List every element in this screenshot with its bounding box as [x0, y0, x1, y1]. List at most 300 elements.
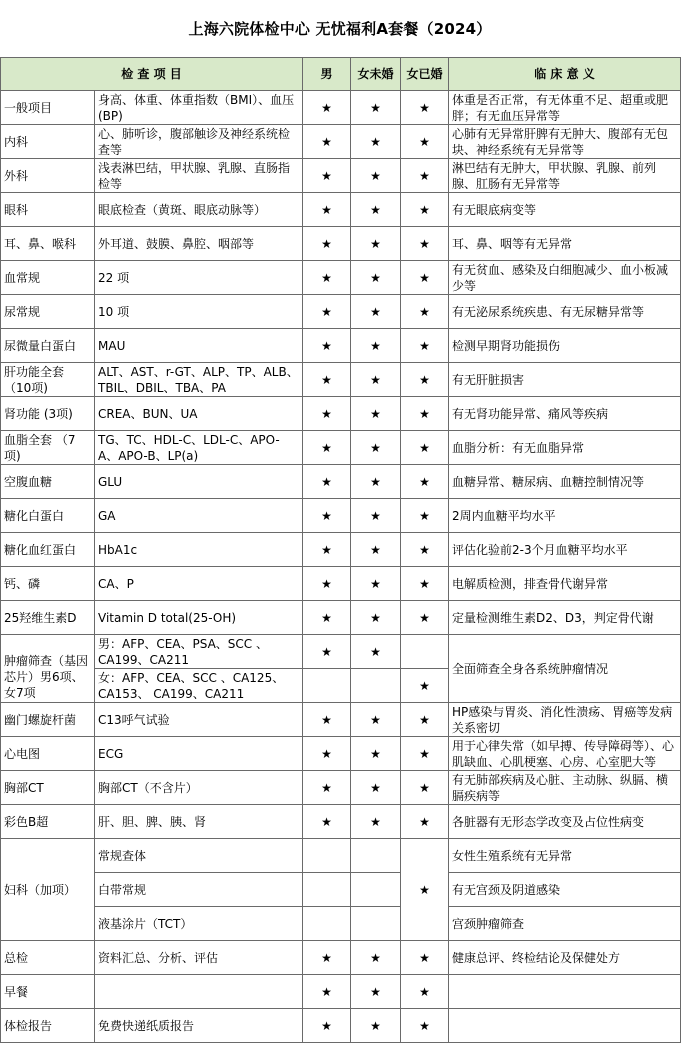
female-unmarried-star-cell: [351, 533, 401, 567]
male-star-cell: [303, 941, 351, 975]
female-married-star-cell: [401, 499, 449, 533]
female-unmarried-star-cell: [351, 873, 401, 907]
page-title: 上海六院体检中心 无忧福利A套餐（2024）: [188, 20, 492, 38]
star-icon: ★: [419, 950, 430, 965]
female-unmarried-star-cell: [351, 227, 401, 261]
item-detail: 白带常规: [98, 882, 147, 897]
item-name-cell: [1, 397, 95, 431]
item-meaning: 电解质检测，排查骨代谢异常: [452, 576, 609, 591]
female-married-star-cell: [401, 533, 449, 567]
table-row: [1, 975, 681, 1009]
star-icon: ★: [419, 134, 430, 149]
item-detail: 外耳道、鼓膜、鼻腔、咽部等: [98, 236, 255, 251]
star-icon: ★: [321, 202, 332, 217]
male-star-cell: [303, 431, 351, 465]
star-icon: ★: [321, 576, 332, 591]
star-icon: ★: [419, 542, 430, 557]
item-meaning-cell: [449, 601, 681, 635]
item-name-cell: [1, 839, 95, 941]
item-detail: 心、肺听诊，腹部触诊及神经系统检查等: [98, 126, 291, 157]
item-detail-cell: [95, 329, 303, 363]
male-star-cell: [303, 295, 351, 329]
female-married-star-cell: [401, 601, 449, 635]
item-name: 幽门螺旋杆菌: [4, 712, 77, 727]
female-unmarried-star-cell: [351, 737, 401, 771]
star-icon: ★: [321, 134, 332, 149]
header-meaning: 临 床 意 义: [449, 58, 681, 91]
item-meaning: 2周内血糖平均水平: [452, 508, 556, 523]
male-star-cell: [303, 397, 351, 431]
item-meaning-cell: [449, 873, 681, 907]
star-icon: ★: [321, 780, 332, 795]
star-icon: ★: [370, 746, 381, 761]
item-meaning: 血脂分析：有无血脂异常: [452, 440, 585, 455]
item-detail: 眼底检查（黄斑、眼底动脉等）: [98, 202, 267, 217]
star-icon: ★: [419, 882, 430, 897]
male-star-cell: [303, 329, 351, 363]
star-icon: ★: [321, 168, 332, 183]
female-married-star-cell: [401, 1009, 449, 1043]
female-married-star-cell: [401, 635, 449, 669]
female-married-star-cell: [401, 941, 449, 975]
table-row-tumor-male: [1, 635, 681, 669]
table-row: [1, 737, 681, 771]
header-item: 检 查 项 目: [1, 58, 303, 91]
table-row-gyn: [1, 907, 681, 941]
item-name: 早餐: [4, 984, 29, 999]
star-icon: ★: [419, 100, 430, 115]
star-icon: ★: [321, 406, 332, 421]
table-row: [1, 329, 681, 363]
item-detail: 10 项: [98, 304, 130, 319]
item-detail: Vitamin D total(25-OH): [98, 610, 237, 625]
item-detail-cell: [95, 363, 303, 397]
item-detail-cell: [95, 907, 303, 941]
item-meaning-cell: [449, 91, 681, 125]
item-meaning: 有无肺部疾病及心脏、主动脉、纵膈、横膈疾病等: [452, 772, 669, 803]
star-icon: ★: [370, 236, 381, 251]
star-icon: ★: [321, 508, 332, 523]
table-row: [1, 363, 681, 397]
item-meaning: 有无肾功能异常、痛风等疾病: [452, 406, 609, 421]
star-icon: ★: [419, 202, 430, 217]
female-married-star-cell: [401, 465, 449, 499]
star-icon: ★: [370, 134, 381, 149]
female-married-star-cell: [401, 363, 449, 397]
item-meaning-cell: [449, 227, 681, 261]
star-icon: ★: [419, 678, 430, 693]
star-icon: ★: [419, 304, 430, 319]
male-star-cell: [303, 975, 351, 1009]
item-meaning-cell: [449, 975, 681, 1009]
female-unmarried-star-cell: [351, 431, 401, 465]
item-detail-cell: [95, 499, 303, 533]
item-detail-cell: [95, 533, 303, 567]
female-unmarried-star-cell: [351, 261, 401, 295]
item-detail: 浅表淋巴结，甲状腺、乳腺、直肠指检等: [98, 160, 291, 191]
female-unmarried-star-cell: [351, 363, 401, 397]
item-meaning-cell: [449, 159, 681, 193]
item-meaning: 血糖异常、糖尿病、血糖控制情况等: [452, 474, 645, 489]
star-icon: ★: [321, 814, 332, 829]
item-meaning-cell: [449, 397, 681, 431]
item-detail: GA: [98, 508, 116, 523]
male-star-cell: [303, 703, 351, 737]
item-meaning: 全面筛查全身各系统肿瘤情况: [452, 661, 609, 676]
item-detail: 22 项: [98, 270, 130, 285]
item-detail: 液基涂片（TCT）: [98, 916, 193, 931]
table-row-gyn: [1, 839, 681, 873]
item-meaning-cell: [449, 567, 681, 601]
female-married-star-cell: [401, 329, 449, 363]
male-star-cell: [303, 805, 351, 839]
star-icon: ★: [419, 780, 430, 795]
item-detail-cell: [95, 703, 303, 737]
item-meaning: 各脏器有无形态学改变及占位性病变: [452, 814, 645, 829]
male-star-cell: [303, 601, 351, 635]
star-icon: ★: [419, 508, 430, 523]
item-name: 心电图: [4, 746, 41, 761]
star-icon: ★: [370, 542, 381, 557]
table-row: [1, 1009, 681, 1043]
male-star-cell: [303, 737, 351, 771]
item-name: 肾功能 (3项): [4, 406, 73, 421]
item-meaning-cell: [449, 193, 681, 227]
item-meaning: 用于心律失常（如早搏、传导障碍等）、心肌缺血、心肌梗塞、心房、心室肥大等: [452, 738, 675, 769]
item-meaning: 检测早期肾功能损伤: [452, 338, 561, 353]
item-meaning-cell: [449, 907, 681, 941]
star-icon: ★: [370, 644, 381, 659]
item-name: 血常规: [4, 270, 41, 285]
item-detail-cell: [95, 397, 303, 431]
female-unmarried-star-cell: [351, 703, 401, 737]
female-married-star-cell: [401, 193, 449, 227]
female-unmarried-star-cell: [351, 295, 401, 329]
table-body: [1, 91, 681, 1043]
item-detail-cell: [95, 91, 303, 125]
star-icon: ★: [419, 270, 430, 285]
header-male: 男: [303, 58, 351, 91]
star-icon: ★: [321, 372, 332, 387]
header-female-married: 女已婚: [401, 58, 449, 91]
item-detail: 身高、体重、体重指数（BMI）、血压(BP): [98, 92, 295, 123]
star-icon: ★: [370, 168, 381, 183]
table-row: [1, 91, 681, 125]
female-unmarried-star-cell: [351, 601, 401, 635]
item-name: 胸部CT: [4, 780, 44, 795]
table-row: [1, 397, 681, 431]
female-married-star-cell: [401, 159, 449, 193]
item-detail: 胸部CT（不含片）: [98, 780, 198, 795]
item-name: 体检报告: [4, 1018, 53, 1033]
item-meaning-cell: [449, 499, 681, 533]
star-icon: ★: [321, 950, 332, 965]
item-meaning-cell: [449, 737, 681, 771]
table-row: [1, 499, 681, 533]
star-icon: ★: [419, 576, 430, 591]
item-name-cell: [1, 1009, 95, 1043]
item-meaning-cell: [449, 805, 681, 839]
star-icon: ★: [321, 610, 332, 625]
star-icon: ★: [370, 474, 381, 489]
female-unmarried-star-cell: [351, 669, 401, 703]
item-detail-cell: [95, 159, 303, 193]
item-name: 尿微量白蛋白: [4, 338, 77, 353]
female-unmarried-star-cell: [351, 91, 401, 125]
male-star-cell: [303, 91, 351, 125]
item-meaning-cell: [449, 295, 681, 329]
item-detail: 肝、胆、脾、胰、肾: [98, 814, 207, 829]
male-star-cell: [303, 533, 351, 567]
star-icon: ★: [370, 338, 381, 353]
item-name: 妇科（加项）: [4, 882, 77, 897]
item-name: 外科: [4, 168, 29, 183]
male-star-cell: [303, 227, 351, 261]
female-unmarried-star-cell: [351, 397, 401, 431]
item-meaning: 定量检测维生素D2、D3，判定骨代谢: [452, 610, 654, 625]
star-icon: ★: [370, 610, 381, 625]
star-icon: ★: [370, 984, 381, 999]
star-icon: ★: [370, 440, 381, 455]
item-name: 肿瘤筛查（基因芯片）男6项、女7项: [4, 653, 89, 700]
item-detail-cell: [95, 193, 303, 227]
star-icon: ★: [370, 950, 381, 965]
item-name-cell: [1, 567, 95, 601]
item-meaning: 有无眼底病变等: [452, 202, 537, 217]
item-detail: HbA1c: [98, 542, 138, 557]
star-icon: ★: [321, 1018, 332, 1033]
star-icon: ★: [419, 440, 430, 455]
female-married-star-cell: [401, 669, 449, 703]
item-name-cell: [1, 431, 95, 465]
female-married-star-cell: [401, 703, 449, 737]
item-name: 25羟维生素D: [4, 610, 77, 625]
star-icon: ★: [370, 814, 381, 829]
item-meaning: 有无肝脏损害: [452, 372, 525, 387]
female-married-star-cell: [401, 839, 449, 941]
table-row: [1, 703, 681, 737]
star-icon: ★: [370, 780, 381, 795]
female-unmarried-star-cell: [351, 499, 401, 533]
item-name: 糖化白蛋白: [4, 508, 65, 523]
item-detail-cell: [95, 227, 303, 261]
item-detail: 常规查体: [98, 848, 147, 863]
item-name-cell: [1, 703, 95, 737]
female-unmarried-star-cell: [351, 193, 401, 227]
item-name-cell: [1, 261, 95, 295]
table-row: [1, 295, 681, 329]
male-star-cell: [303, 261, 351, 295]
item-meaning: 健康总评、终检结论及保健处方: [452, 950, 621, 965]
item-detail-cell: [95, 635, 303, 669]
item-meaning-cell: [449, 703, 681, 737]
item-meaning-cell: [449, 771, 681, 805]
male-star-cell: [303, 1009, 351, 1043]
item-meaning: 女性生殖系统有无异常: [452, 848, 573, 863]
star-icon: ★: [419, 338, 430, 353]
header-female-unmarried: 女未婚: [351, 58, 401, 91]
female-unmarried-star-cell: [351, 635, 401, 669]
female-married-star-cell: [401, 771, 449, 805]
female-married-star-cell: [401, 261, 449, 295]
item-name-cell: [1, 91, 95, 125]
item-name-cell: [1, 737, 95, 771]
star-icon: ★: [419, 372, 430, 387]
item-detail-cell: [95, 601, 303, 635]
item-meaning-cell: [449, 363, 681, 397]
item-detail: ALT、AST、r-GT、ALP、TP、ALB、TBIL、DBIL、TBA、PA: [98, 364, 299, 395]
item-detail-cell: [95, 941, 303, 975]
star-icon: ★: [370, 1018, 381, 1033]
star-icon: ★: [370, 304, 381, 319]
female-married-star-cell: [401, 567, 449, 601]
item-meaning-cell: [449, 261, 681, 295]
item-name-cell: [1, 805, 95, 839]
table-row: [1, 601, 681, 635]
star-icon: ★: [419, 814, 430, 829]
star-icon: ★: [370, 576, 381, 591]
star-icon: ★: [419, 746, 430, 761]
star-icon: ★: [370, 508, 381, 523]
male-star-cell: [303, 567, 351, 601]
table-row: [1, 567, 681, 601]
item-meaning-cell: [449, 941, 681, 975]
table-row: [1, 193, 681, 227]
item-meaning: 有无宫颈及阴道感染: [452, 882, 561, 897]
star-icon: ★: [419, 984, 430, 999]
female-unmarried-star-cell: [351, 975, 401, 1009]
star-icon: ★: [370, 202, 381, 217]
female-unmarried-star-cell: [351, 907, 401, 941]
star-icon: ★: [370, 712, 381, 727]
item-name-cell: [1, 329, 95, 363]
item-detail-cell: [95, 975, 303, 1009]
item-detail-cell: [95, 873, 303, 907]
item-name-cell: [1, 193, 95, 227]
star-icon: ★: [370, 372, 381, 387]
female-unmarried-star-cell: [351, 771, 401, 805]
star-icon: ★: [370, 100, 381, 115]
item-meaning: 耳、鼻、咽等有无异常: [452, 236, 573, 251]
item-name: 血脂全套 （7项): [4, 432, 76, 463]
table-row: [1, 261, 681, 295]
female-unmarried-star-cell: [351, 159, 401, 193]
female-unmarried-star-cell: [351, 1009, 401, 1043]
male-star-cell: [303, 465, 351, 499]
star-icon: ★: [419, 1018, 430, 1033]
female-unmarried-star-cell: [351, 465, 401, 499]
item-meaning-cell: [449, 533, 681, 567]
star-icon: ★: [419, 474, 430, 489]
item-detail-cell: [95, 839, 303, 873]
star-icon: ★: [321, 100, 332, 115]
table-row: [1, 227, 681, 261]
item-name-cell: [1, 499, 95, 533]
item-meaning-cell: [449, 465, 681, 499]
item-detail-cell: [95, 431, 303, 465]
star-icon: ★: [321, 440, 332, 455]
female-married-star-cell: [401, 125, 449, 159]
male-star-cell: [303, 669, 351, 703]
female-married-star-cell: [401, 227, 449, 261]
item-detail: ECG: [98, 746, 124, 761]
item-detail-cell: [95, 465, 303, 499]
item-detail: CA、P: [98, 576, 134, 591]
item-name-cell: [1, 533, 95, 567]
item-meaning: 心肺有无异常肝脾有无肿大、腹部有无包块、神经系统有无异常等: [452, 126, 669, 157]
star-icon: ★: [419, 712, 430, 727]
star-icon: ★: [321, 542, 332, 557]
item-name: 空腹血糖: [4, 474, 53, 489]
item-name: 总检: [4, 950, 29, 965]
table-header-row: [1, 58, 681, 91]
item-name-cell: [1, 635, 95, 703]
male-star-cell: [303, 193, 351, 227]
female-unmarried-star-cell: [351, 839, 401, 873]
table-row: [1, 125, 681, 159]
item-meaning: 有无贫血、感染及白细胞减少、血小板减少等: [452, 262, 669, 293]
item-name: 尿常规: [4, 304, 41, 319]
item-name-cell: [1, 771, 95, 805]
star-icon: ★: [419, 610, 430, 625]
star-icon: ★: [321, 338, 332, 353]
star-icon: ★: [321, 644, 332, 659]
table-row-gyn: [1, 873, 681, 907]
item-name: 眼科: [4, 202, 29, 217]
male-star-cell: [303, 907, 351, 941]
item-name: 肝功能全套（10项): [4, 364, 65, 395]
item-detail: CREA、BUN、UA: [98, 406, 198, 421]
star-icon: ★: [370, 406, 381, 421]
item-meaning: 评估化验前2-3个月血糖平均水平: [452, 542, 628, 557]
item-name-cell: [1, 941, 95, 975]
male-star-cell: [303, 839, 351, 873]
item-detail-cell: [95, 737, 303, 771]
star-icon: ★: [370, 270, 381, 285]
male-star-cell: [303, 363, 351, 397]
item-detail-cell: [95, 261, 303, 295]
table-row: [1, 465, 681, 499]
female-unmarried-star-cell: [351, 941, 401, 975]
item-meaning: 有无泌尿系统疾患、有无尿糖异常等: [452, 304, 645, 319]
item-detail-cell: [95, 1009, 303, 1043]
item-detail-cell: [95, 771, 303, 805]
item-detail-cell: [95, 125, 303, 159]
item-name-cell: [1, 465, 95, 499]
item-meaning: 体重是否正常，有无体重不足、超重或肥胖；有无血压异常等: [452, 92, 669, 123]
star-icon: ★: [321, 474, 332, 489]
female-unmarried-star-cell: [351, 329, 401, 363]
item-name: 一般项目: [4, 100, 53, 115]
item-detail: MAU: [98, 338, 126, 353]
item-detail: 女：AFP、CEA、SCC 、CA125、CA153、 CA199、CA211: [98, 670, 285, 701]
male-star-cell: [303, 873, 351, 907]
item-detail: TG、TC、HDL-C、LDL-C、APO-A、APO-B、LP(a): [98, 432, 280, 463]
female-unmarried-star-cell: [351, 125, 401, 159]
female-married-star-cell: [401, 91, 449, 125]
item-detail: 男：AFP、CEA、PSA、SCC 、CA199、CA211: [98, 636, 268, 667]
item-name-cell: [1, 159, 95, 193]
star-icon: ★: [321, 746, 332, 761]
star-icon: ★: [321, 236, 332, 251]
star-icon: ★: [321, 712, 332, 727]
star-icon: ★: [419, 168, 430, 183]
item-name-cell: [1, 125, 95, 159]
item-meaning-cell: [449, 431, 681, 465]
male-star-cell: [303, 771, 351, 805]
female-unmarried-star-cell: [351, 567, 401, 601]
item-detail: C13呼气试验: [98, 712, 170, 727]
